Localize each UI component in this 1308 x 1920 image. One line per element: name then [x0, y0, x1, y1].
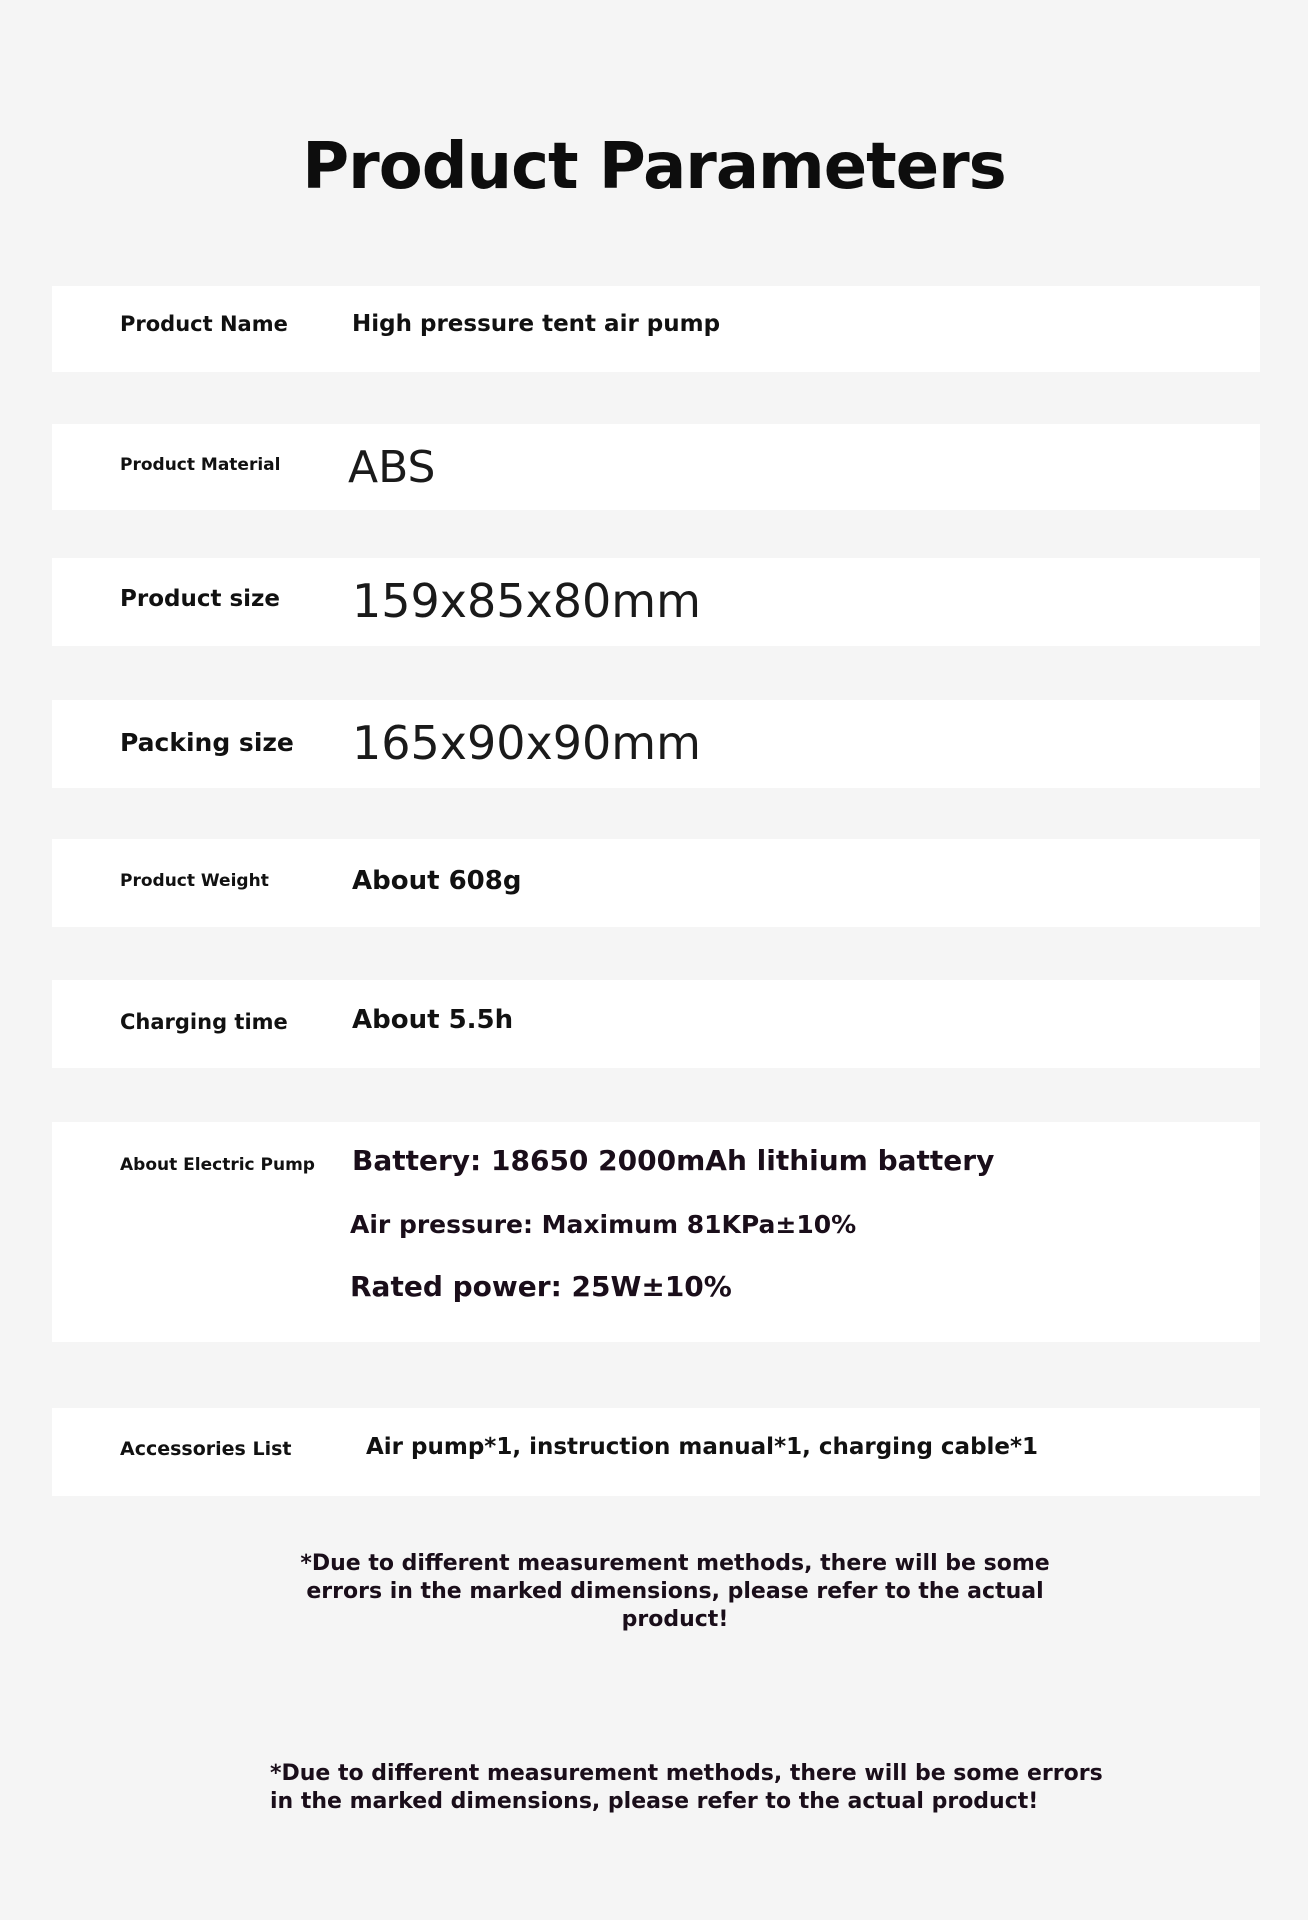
measurement-note-secondary: *Due to different measurement methods, there will be some errors in the marked dimensions, please refer to the actual product!	[270, 1761, 1103, 1814]
param-label: Accessories List	[120, 1438, 292, 1460]
param-value: 165x90x90mm	[352, 716, 701, 770]
spec-rated-power: Rated power: 25W±10%	[350, 1270, 732, 1303]
param-row-charging-time	[52, 980, 1260, 1068]
param-row-product-material	[52, 424, 1260, 510]
spec-battery: Battery: 18650 2000mAh lithium battery	[352, 1144, 995, 1177]
param-value: High pressure tent air pump	[352, 311, 721, 337]
param-value: About 608g	[352, 866, 522, 896]
page-title: Product Parameters	[302, 130, 1006, 204]
param-label: Product Material	[120, 455, 281, 475]
param-label: Product Weight	[120, 871, 269, 891]
param-row-electric-pump	[52, 1122, 1260, 1342]
param-label: Product Name	[120, 312, 288, 336]
param-row-accessories	[52, 1408, 1260, 1496]
param-label: Product size	[120, 586, 281, 612]
spec-air-pressure: Air pressure: Maximum 81KPa±10%	[350, 1210, 857, 1239]
param-label: About Electric Pump	[120, 1155, 315, 1175]
param-label: Packing size	[120, 728, 294, 757]
measurement-note: *Due to different measurement methods, there will be some errors in the marked dimensions, please refer to the actual product!	[300, 1551, 1050, 1632]
param-row-product-name	[52, 286, 1260, 372]
param-value: About 5.5h	[352, 1005, 514, 1035]
param-label: Charging time	[120, 1010, 288, 1034]
param-value: Air pump*1, instruction manual*1, charging cable*1	[366, 1434, 1039, 1460]
param-row-packing-size	[52, 700, 1260, 788]
param-value: 159x85x80mm	[352, 574, 701, 628]
param-row-product-size	[52, 558, 1260, 646]
param-value: ABS	[348, 442, 436, 493]
param-row-product-weight	[52, 839, 1260, 927]
